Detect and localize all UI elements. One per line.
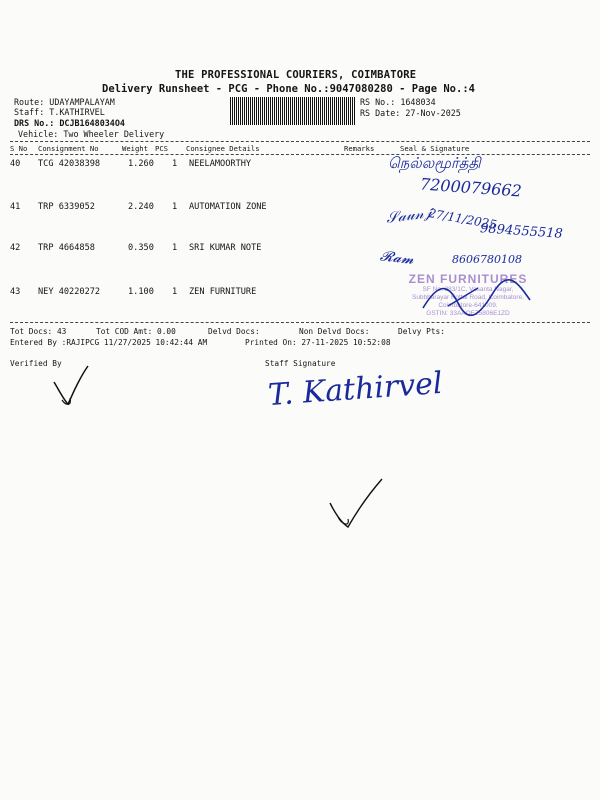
barcode-bar [322, 97, 323, 125]
barcode-bar [314, 97, 315, 125]
total-cod-amount: Tot COD Amt: 0.00 [96, 327, 176, 336]
staff-signature-label: Staff Signature [265, 359, 336, 368]
handwritten-phone-row41: 9894555518 [479, 221, 564, 242]
barcode-bar [240, 97, 241, 125]
barcode-bar [312, 97, 313, 125]
barcode-bar [330, 97, 331, 125]
bottom-tick-mark [326, 475, 386, 535]
barcode-bar [342, 97, 343, 125]
barcode-bar [246, 97, 247, 125]
handwritten-name-row40: நெல்லமூர்த்தி [388, 154, 481, 172]
barcode-bar [354, 97, 355, 125]
barcode-bar [288, 97, 289, 125]
barcode-bar [262, 97, 263, 125]
row-consignee: AUTOMATION ZONE [189, 202, 267, 212]
row-weight: 0.350 [128, 243, 154, 253]
barcode-bar [244, 97, 245, 125]
barcode-bar [284, 97, 285, 125]
stamp-gstin: GSTIN: 33AAOFZ5806E1ZD [426, 310, 510, 317]
barcode-bar [258, 97, 259, 125]
barcode-bar [256, 97, 257, 125]
barcode-bar [268, 97, 269, 125]
barcode-bar [266, 97, 267, 125]
barcode-bar [332, 97, 333, 125]
barcode-bar [336, 97, 337, 125]
header-rule-top [10, 141, 590, 142]
barcode-bar [302, 97, 303, 125]
barcode-bar [308, 97, 309, 125]
rs-date: RS Date: 27-Nov-2025 [360, 108, 461, 118]
barcode-bar [300, 97, 301, 125]
vehicle-label: Vehicle: Two Wheeler Delivery [18, 129, 165, 139]
barcode-bar [252, 97, 253, 125]
row-sno: 42 [10, 243, 21, 253]
staff-signature: T. Kathirvel [266, 365, 444, 414]
verified-by-label: Verified By [10, 359, 62, 368]
barcode-bar [296, 97, 297, 125]
row-consignment: NEY 40220272 [38, 287, 101, 297]
total-docs: Tot Docs: 43 [10, 327, 67, 336]
col-seal-signature: Seal & Signature [400, 144, 470, 153]
barcode-bar [272, 97, 273, 125]
row-consignment: TRP 6339052 [38, 202, 95, 212]
row-consignee: NEELAMOORTHY [189, 159, 252, 169]
rs-number: RS No.: 1648034 [360, 97, 436, 107]
barcode-bar [326, 97, 327, 125]
barcode-bar [344, 97, 345, 125]
verified-by-signature [48, 362, 98, 412]
col-weight: Weight [122, 144, 148, 153]
barcode-bar [280, 97, 281, 125]
row-sno: 41 [10, 202, 21, 212]
handwritten-date-row41: 27/11/2025 [427, 206, 498, 232]
barcode-bar [264, 97, 265, 125]
printed-on: Printed On: 27-11-2025 10:52:08 [245, 338, 391, 347]
company-title: THE PROFESSIONAL COURIERS, COIMBATORE [175, 69, 417, 81]
row-weight: 1.260 [128, 159, 154, 169]
barcode-bar [340, 97, 341, 125]
barcode-bar [316, 97, 317, 125]
row-pcs: 1 [172, 287, 178, 297]
barcode-bar [270, 97, 271, 125]
header-rule-bottom [10, 154, 590, 155]
handwritten-phone-row40: 7200079662 [419, 174, 523, 201]
non-delivered-docs: Non Delvd Docs: [299, 327, 370, 336]
barcode-bar [274, 97, 275, 125]
barcode-bar [310, 97, 311, 125]
row-consignee: SRI KUMAR NOTE [189, 243, 262, 253]
barcode-bar [294, 97, 295, 125]
stamp-line: Coimbatore-641009. [438, 302, 498, 309]
barcode-bar [254, 97, 255, 125]
row-pcs: 1 [172, 159, 178, 169]
barcode-bar [320, 97, 321, 125]
row-consignee: ZEN FURNITURE [189, 287, 257, 297]
delivered-docs: Delvd Docs: [208, 327, 260, 336]
row-pcs: 1 [172, 202, 178, 212]
barcode-bar [328, 97, 329, 125]
barcode-bar [306, 97, 307, 125]
barcode-bar [346, 97, 347, 125]
row-sno: 43 [10, 287, 21, 297]
barcode-bar [350, 97, 351, 125]
row-consignment: TCG 42038398 [38, 159, 101, 169]
barcode-bar [234, 97, 235, 125]
stamp-line: Subbharayar Kottai Road, Coimbatore, [411, 294, 524, 301]
col-consignment: Consignment No [38, 144, 99, 153]
barcode-bar [276, 97, 277, 125]
col-consignee: Consignee Details [186, 144, 260, 153]
barcode-bar [338, 97, 339, 125]
drs-barcode [230, 97, 358, 125]
col-remarks: Remarks [344, 144, 375, 153]
barcode-bar [260, 97, 261, 125]
barcode-bar [318, 97, 319, 125]
staff-label: Staff: T.KATHIRVEL [14, 107, 105, 117]
stamp-name: ZEN FURNITURES [408, 272, 528, 286]
barcode-bar [352, 97, 353, 125]
row-weight: 2.240 [128, 202, 154, 212]
handwritten-signature-row42: 𝓡𝓪𝓶 [379, 248, 415, 268]
entered-by: Entered By :RAJIPCG 11/27/2025 10:42:44 AM [10, 338, 208, 347]
row-sno: 40 [10, 159, 21, 169]
handwritten-signature-row41: 𝒮𝒶𝓊𝓃𝒿 [384, 202, 433, 228]
row-consignment: TRP 4664858 [38, 243, 95, 253]
delivery-points: Delvy Pts: [398, 327, 445, 336]
barcode-bar [324, 97, 325, 125]
barcode-bar [282, 97, 283, 125]
barcode-bar [248, 97, 249, 125]
barcode-bar [290, 97, 291, 125]
row-pcs: 1 [172, 243, 178, 253]
footer-rule [10, 322, 590, 323]
drs-number: DRS No.: DCJB1648034O4 [14, 118, 125, 128]
barcode-bar [238, 97, 239, 125]
barcode-bar [236, 97, 237, 125]
barcode-bar [230, 97, 231, 125]
barcode-bar [292, 97, 293, 125]
stamp-line: SF No. 283/1C, Vasanta Nagar, [422, 286, 514, 293]
col-pcs: PCS [155, 144, 168, 153]
barcode-bar [232, 97, 233, 125]
runsheet-subtitle: Delivery Runsheet - PCG - Phone No.:9047080280 - Page No.:4 [102, 83, 475, 95]
row-weight: 1.100 [128, 287, 154, 297]
barcode-bar [304, 97, 305, 125]
barcode-bar [278, 97, 279, 125]
handwritten-phone-row42: 8606780108 [452, 253, 522, 266]
barcode-bar [242, 97, 243, 125]
route-label: Route: UDAYAMPALAYAM [14, 97, 115, 107]
barcode-bar [286, 97, 287, 125]
signature-scribble-row43 [418, 278, 538, 318]
barcode-bar [298, 97, 299, 125]
barcode-bar [348, 97, 349, 125]
col-sno: S No [10, 144, 28, 153]
barcode-bar [334, 97, 335, 125]
barcode-bar [250, 97, 251, 125]
